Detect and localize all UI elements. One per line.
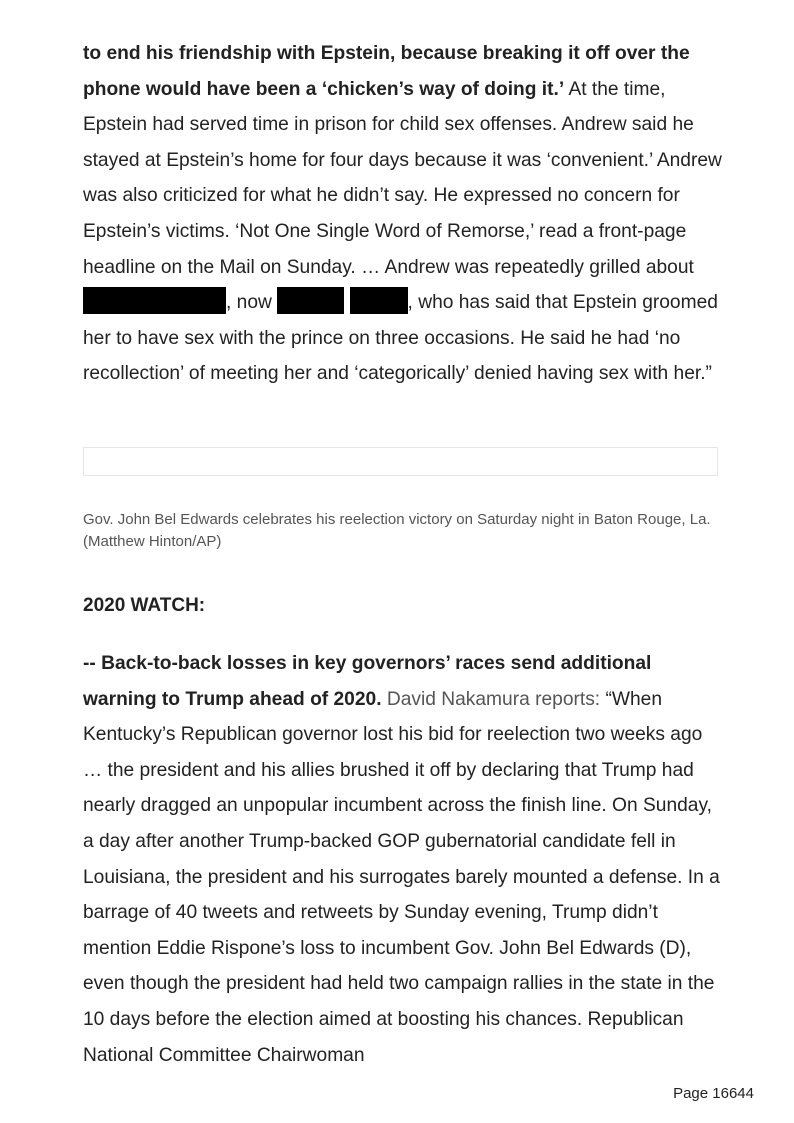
paragraph-text: At the time, Epstein had served time in prison for child sex offenses. Andrew said he stayed at Epstein’s home for four days because it was ‘convenient.’ Andrew was also criticized for what he didn’t say. He expressed no concern for Epstein’s victims. ‘Not One Single Word of Remorse,’ read a front-page headline on the Mail on Sunday. … Andrew was repeatedly grilled about xyxy=(83,78,722,278)
photo-caption: Gov. John Bel Edwards celebrates his reelection victory on Saturday night in Baton Rouge, La. (Matthew Hinton/AP) xyxy=(83,511,711,550)
paragraph-text: , now xyxy=(226,292,278,314)
redaction-block xyxy=(83,287,226,314)
article-paragraph-governors xyxy=(83,646,723,1073)
cut-off-text-line xyxy=(83,1085,723,1089)
paragraph-text: , who has said that Epstein groomed her to have sex with the prince on three occasions. He said he had ‘no recollection’ of meeting her and ‘categorically’ denied having sex with her.” xyxy=(83,292,718,385)
article-paragraph-epstein xyxy=(83,36,723,392)
paragraph-bold-lead: -- Back-to-back losses in key governors’ races send additional warning to Trump ahead of 2020. xyxy=(83,653,652,710)
paragraph-bold-lead: to end his friendship with Epstein, because breaking it off over the phone would have been a ‘chicken’s way of doing it.’ xyxy=(83,43,690,100)
photo-placeholder xyxy=(83,447,718,476)
paragraph-text: “When Kentucky’s Republican governor lost his bid for reelection two weeks ago … the president and his allies brushed it off by declaring that Trump had nearly dragged an unpopular incumbent across the finish line. On Sunday, a day after another Trump-backed GOP gubernatorial candidate fell in Louisiana, the president and his surrogates barely mounted a defense. In a barrage of 40 tweets and retweets by Sunday evening, Trump didn’t mention Eddie Rispone’s loss to incumbent Gov. John Bel Edwards (D), even though the president had held two campaign rallies in the state in the 10 days before the election aimed at boosting his chances. Republican National Committee Chairwoman xyxy=(83,688,720,1066)
section-heading: 2020 WATCH: xyxy=(83,595,206,616)
redaction-block xyxy=(277,287,344,314)
redaction-block xyxy=(350,287,408,314)
page-number: Page 16644 xyxy=(673,1085,754,1102)
reporter-credit: David Nakamura reports: xyxy=(381,688,601,710)
